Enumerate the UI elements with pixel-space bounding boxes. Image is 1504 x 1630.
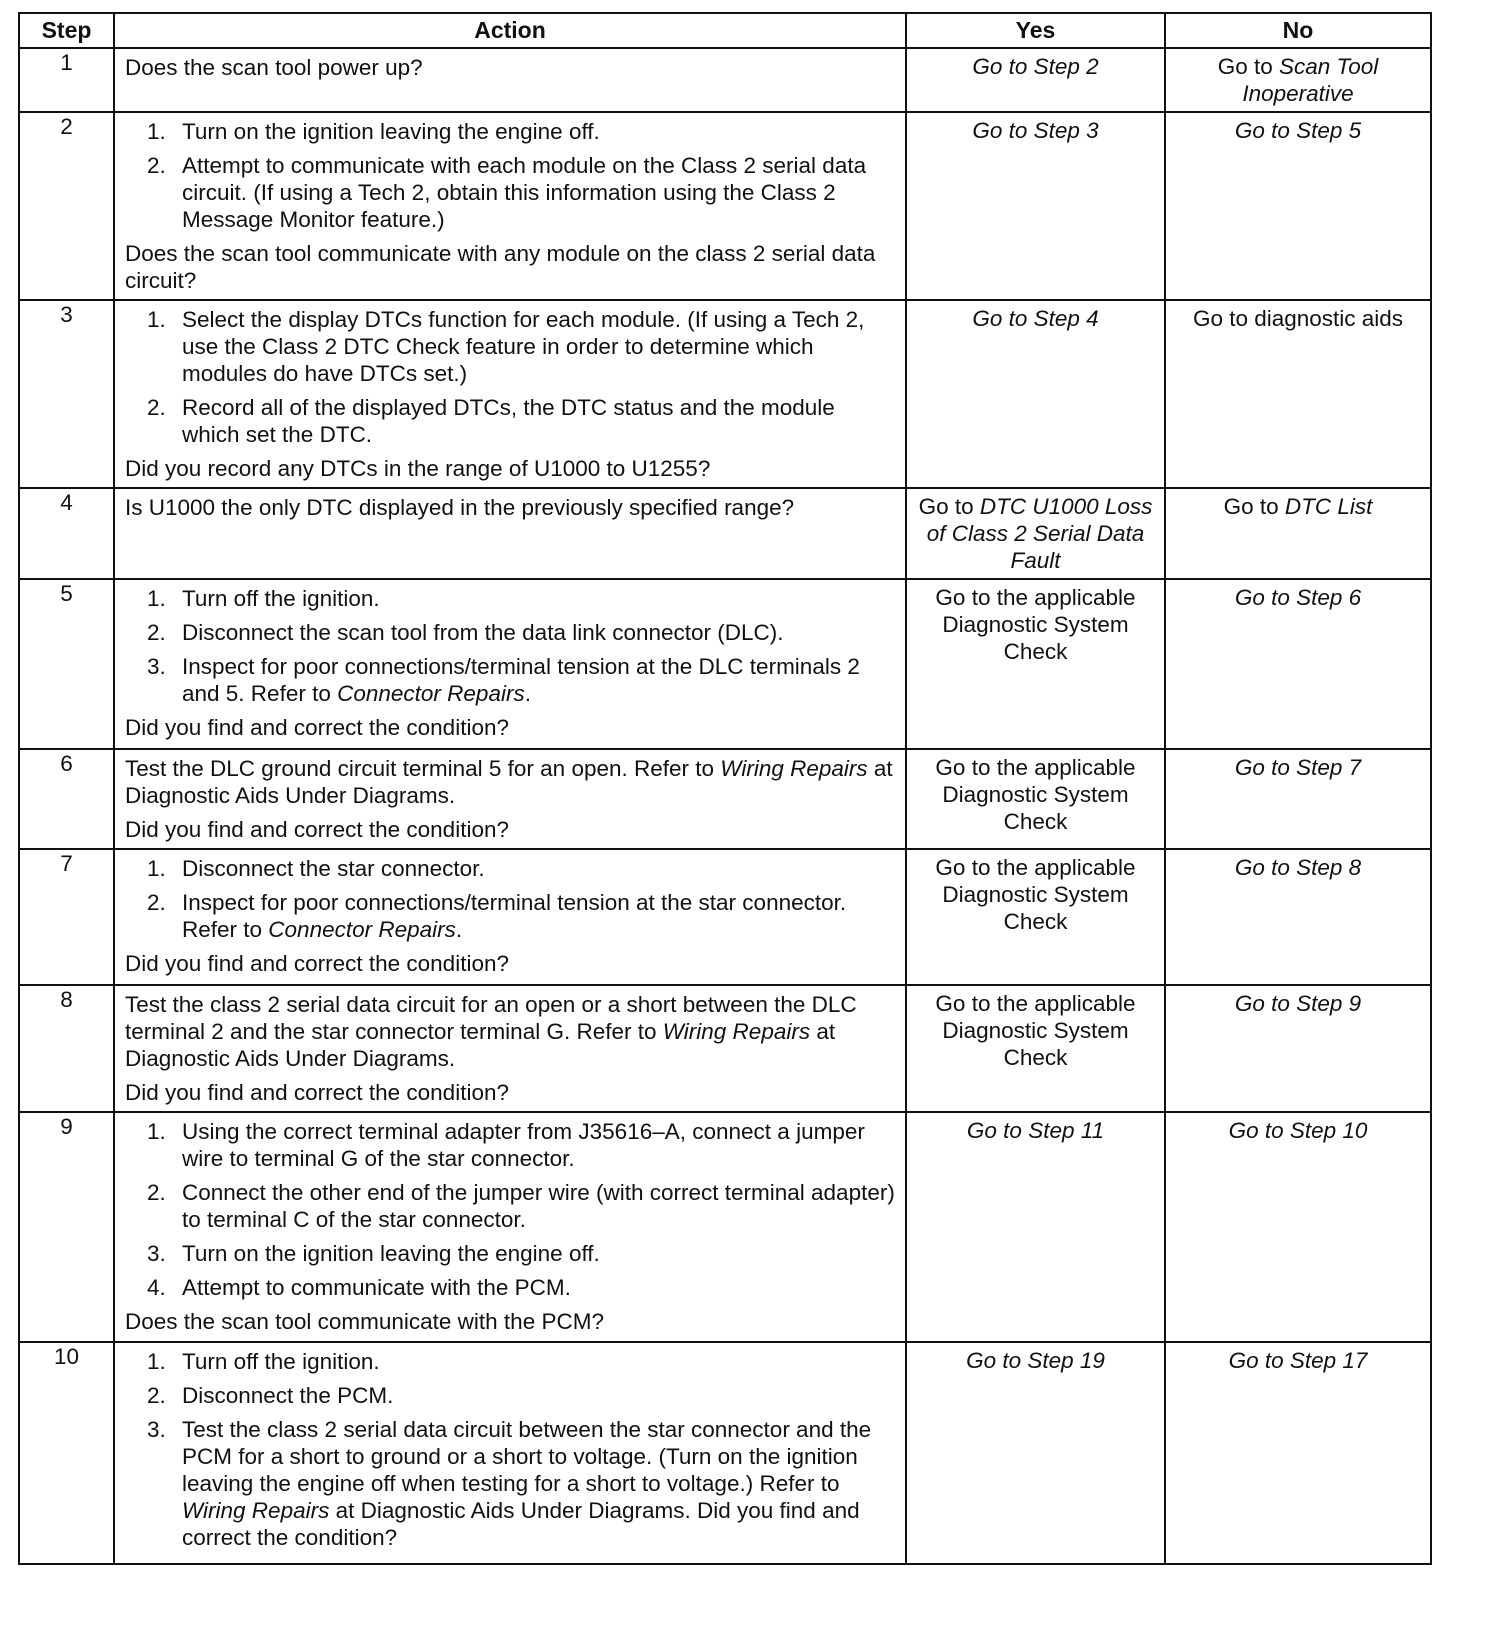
header-action: Action bbox=[114, 13, 906, 48]
no-link: Go to Step 17 bbox=[1228, 1348, 1368, 1373]
no-link: Go to Step 6 bbox=[1234, 585, 1362, 610]
yes-cell: Go to the applicable Diagnostic System Check bbox=[906, 579, 1165, 749]
header-no: No bbox=[1165, 13, 1431, 48]
table-row bbox=[19, 300, 1431, 488]
action-cell bbox=[114, 985, 906, 1112]
yes-link: DTC U1000 Loss of Class 2 Serial Data Fault bbox=[926, 494, 1153, 573]
yes-cell bbox=[906, 300, 1165, 488]
no-link: Go to Step 9 bbox=[1234, 991, 1362, 1016]
no-link: Go to Step 7 bbox=[1234, 755, 1362, 780]
action-cell bbox=[114, 48, 906, 112]
action-text: Test the class 2 serial data circuit for an open or a short between the DLC terminal 2 and the star connector terminal G. Refer to Wiring Repairs at Diagnostic Aids Under Diagrams. bbox=[125, 992, 857, 1071]
no-cell bbox=[1165, 112, 1431, 300]
action-question: Is U1000 the only DTC displayed in the previously specified range? bbox=[125, 495, 795, 520]
action-question: Did you find and correct the condition? bbox=[125, 715, 509, 740]
yes-link: Go to Step 3 bbox=[972, 118, 1099, 143]
no-link: Scan Tool Inoperative bbox=[1242, 54, 1379, 106]
step-number: 2 bbox=[19, 112, 114, 300]
yes-link: Go to Step 11 bbox=[966, 1118, 1105, 1143]
header-step: Step bbox=[19, 13, 114, 48]
action-cell bbox=[114, 1342, 906, 1564]
table-row bbox=[19, 488, 1431, 579]
action-cell bbox=[114, 112, 906, 300]
list-item: 2. Disconnect the scan tool from the data link connector (DLC). bbox=[147, 620, 784, 645]
list-item: 3. Inspect for poor connections/terminal tension at the DLC terminals 2 and 5. Refer to Connector Repairs. bbox=[147, 654, 860, 706]
list-item: 1. Using the correct terminal adapter from J35616–A, connect a jumper wire to terminal G of the star connector. bbox=[147, 1119, 865, 1171]
action-question: Did you find and correct the condition? bbox=[125, 1080, 509, 1105]
yes-cell bbox=[906, 48, 1165, 112]
list-item: 2. Inspect for poor connections/terminal tension at the star connector. Refer to Connector Repairs. bbox=[147, 890, 847, 942]
list-item: 1. Turn on the ignition leaving the engine off. bbox=[147, 119, 600, 144]
table-row bbox=[19, 985, 1431, 1112]
list-item: 2. Record all of the displayed DTCs, the DTC status and the module which set the DTC. bbox=[147, 395, 835, 447]
action-cell bbox=[114, 849, 906, 985]
table-row bbox=[19, 1342, 1431, 1564]
step-number: 5 bbox=[19, 579, 114, 749]
yes-cell bbox=[906, 488, 1165, 579]
action-cell bbox=[114, 300, 906, 488]
list-item: 2. Attempt to communicate with each module on the Class 2 serial data circuit. (If using a Tech 2, obtain this information using the Class 2 Message Monitor feature.) bbox=[147, 153, 867, 232]
list-item: 1. Turn off the ignition. bbox=[147, 586, 380, 611]
yes-prefix: Go to bbox=[918, 494, 980, 519]
step-number: 10 bbox=[19, 1342, 114, 1564]
action-question: Does the scan tool communicate with any module on the class 2 serial data circuit? bbox=[125, 241, 876, 293]
no-cell bbox=[1165, 985, 1431, 1112]
action-cell bbox=[114, 1112, 906, 1342]
action-question: Did you record any DTCs in the range of U1000 to U1255? bbox=[125, 456, 711, 481]
list-item: 2. Connect the other end of the jumper wire (with correct terminal adapter) to terminal C of the star connector. bbox=[147, 1180, 895, 1232]
no-link: Go to Step 10 bbox=[1228, 1118, 1368, 1143]
step-number: 7 bbox=[19, 849, 114, 985]
no-cell bbox=[1165, 488, 1431, 579]
action-question: Did you find and correct the condition? bbox=[125, 817, 509, 842]
no-link: Go to Step 5 bbox=[1234, 118, 1362, 143]
no-cell bbox=[1165, 48, 1431, 112]
yes-cell bbox=[906, 112, 1165, 300]
diagnostic-table bbox=[18, 12, 1432, 1565]
table-row bbox=[19, 849, 1431, 985]
yes-cell bbox=[906, 1342, 1165, 1564]
yes-link: Go to Step 19 bbox=[966, 1348, 1105, 1373]
list-item: 2. Disconnect the PCM. bbox=[147, 1383, 394, 1408]
list-item: 1. Turn off the ignition. bbox=[147, 1349, 380, 1374]
no-cell bbox=[1165, 749, 1431, 849]
no-cell bbox=[1165, 1112, 1431, 1342]
yes-cell: Go to the applicable Diagnostic System Check bbox=[906, 849, 1165, 985]
no-link: DTC List bbox=[1284, 494, 1373, 519]
list-item: 3. Test the class 2 serial data circuit between the star connector and the PCM for a short to ground or a short to voltage. (Turn on the ignition leaving the engine off when testing for a short to voltage.) Refer to Wiring Repairs at Diagnostic Aids Under Diagrams. Did you find and correct the condition? bbox=[147, 1417, 872, 1550]
action-question: Did you find and correct the condition? bbox=[125, 951, 509, 976]
yes-cell: Go to the applicable Diagnostic System Check bbox=[906, 749, 1165, 849]
list-item: 1. Select the display DTCs function for each module. (If using a Tech 2, use the Class 2 DTC Check feature in order to determine which modules do have DTCs set.) bbox=[147, 307, 865, 386]
no-cell bbox=[1165, 849, 1431, 985]
list-item: 3. Turn on the ignition leaving the engine off. bbox=[147, 1241, 600, 1266]
no-prefix: Go to bbox=[1217, 54, 1280, 79]
action-list bbox=[125, 1348, 897, 1551]
list-item: 1. Disconnect the star connector. bbox=[147, 856, 485, 881]
table-row bbox=[19, 1112, 1431, 1342]
yes-cell bbox=[906, 1112, 1165, 1342]
header-yes: Yes bbox=[906, 13, 1165, 48]
yes-link: Go to Step 2 bbox=[972, 54, 1099, 79]
action-list bbox=[125, 118, 897, 233]
table-row bbox=[19, 749, 1431, 849]
table-row bbox=[19, 579, 1431, 749]
yes-link: Go to Step 4 bbox=[972, 306, 1099, 331]
action-list bbox=[125, 306, 897, 448]
step-number: 6 bbox=[19, 749, 114, 849]
no-cell bbox=[1165, 579, 1431, 749]
step-number: 4 bbox=[19, 488, 114, 579]
action-cell bbox=[114, 749, 906, 849]
header-row bbox=[19, 13, 1431, 48]
no-link: Go to Step 8 bbox=[1234, 855, 1362, 880]
action-list bbox=[125, 585, 897, 707]
action-list bbox=[125, 1118, 897, 1301]
table-row bbox=[19, 48, 1431, 112]
action-cell bbox=[114, 579, 906, 749]
step-number: 1 bbox=[19, 48, 114, 112]
yes-cell: Go to the applicable Diagnostic System Check bbox=[906, 985, 1165, 1112]
table-row bbox=[19, 112, 1431, 300]
no-cell: Go to diagnostic aids bbox=[1165, 300, 1431, 488]
step-number: 9 bbox=[19, 1112, 114, 1342]
action-cell bbox=[114, 488, 906, 579]
action-question: Does the scan tool communicate with the PCM? bbox=[125, 1309, 604, 1334]
no-prefix: Go to bbox=[1223, 494, 1285, 519]
no-cell bbox=[1165, 1342, 1431, 1564]
action-text: Test the DLC ground circuit terminal 5 for an open. Refer to Wiring Repairs at Diagnostic Aids Under Diagrams. bbox=[125, 756, 893, 808]
action-list bbox=[125, 855, 897, 943]
step-number: 3 bbox=[19, 300, 114, 488]
action-question: Does the scan tool power up? bbox=[125, 55, 423, 80]
step-number: 8 bbox=[19, 985, 114, 1112]
list-item: 4. Attempt to communicate with the PCM. bbox=[147, 1275, 571, 1300]
